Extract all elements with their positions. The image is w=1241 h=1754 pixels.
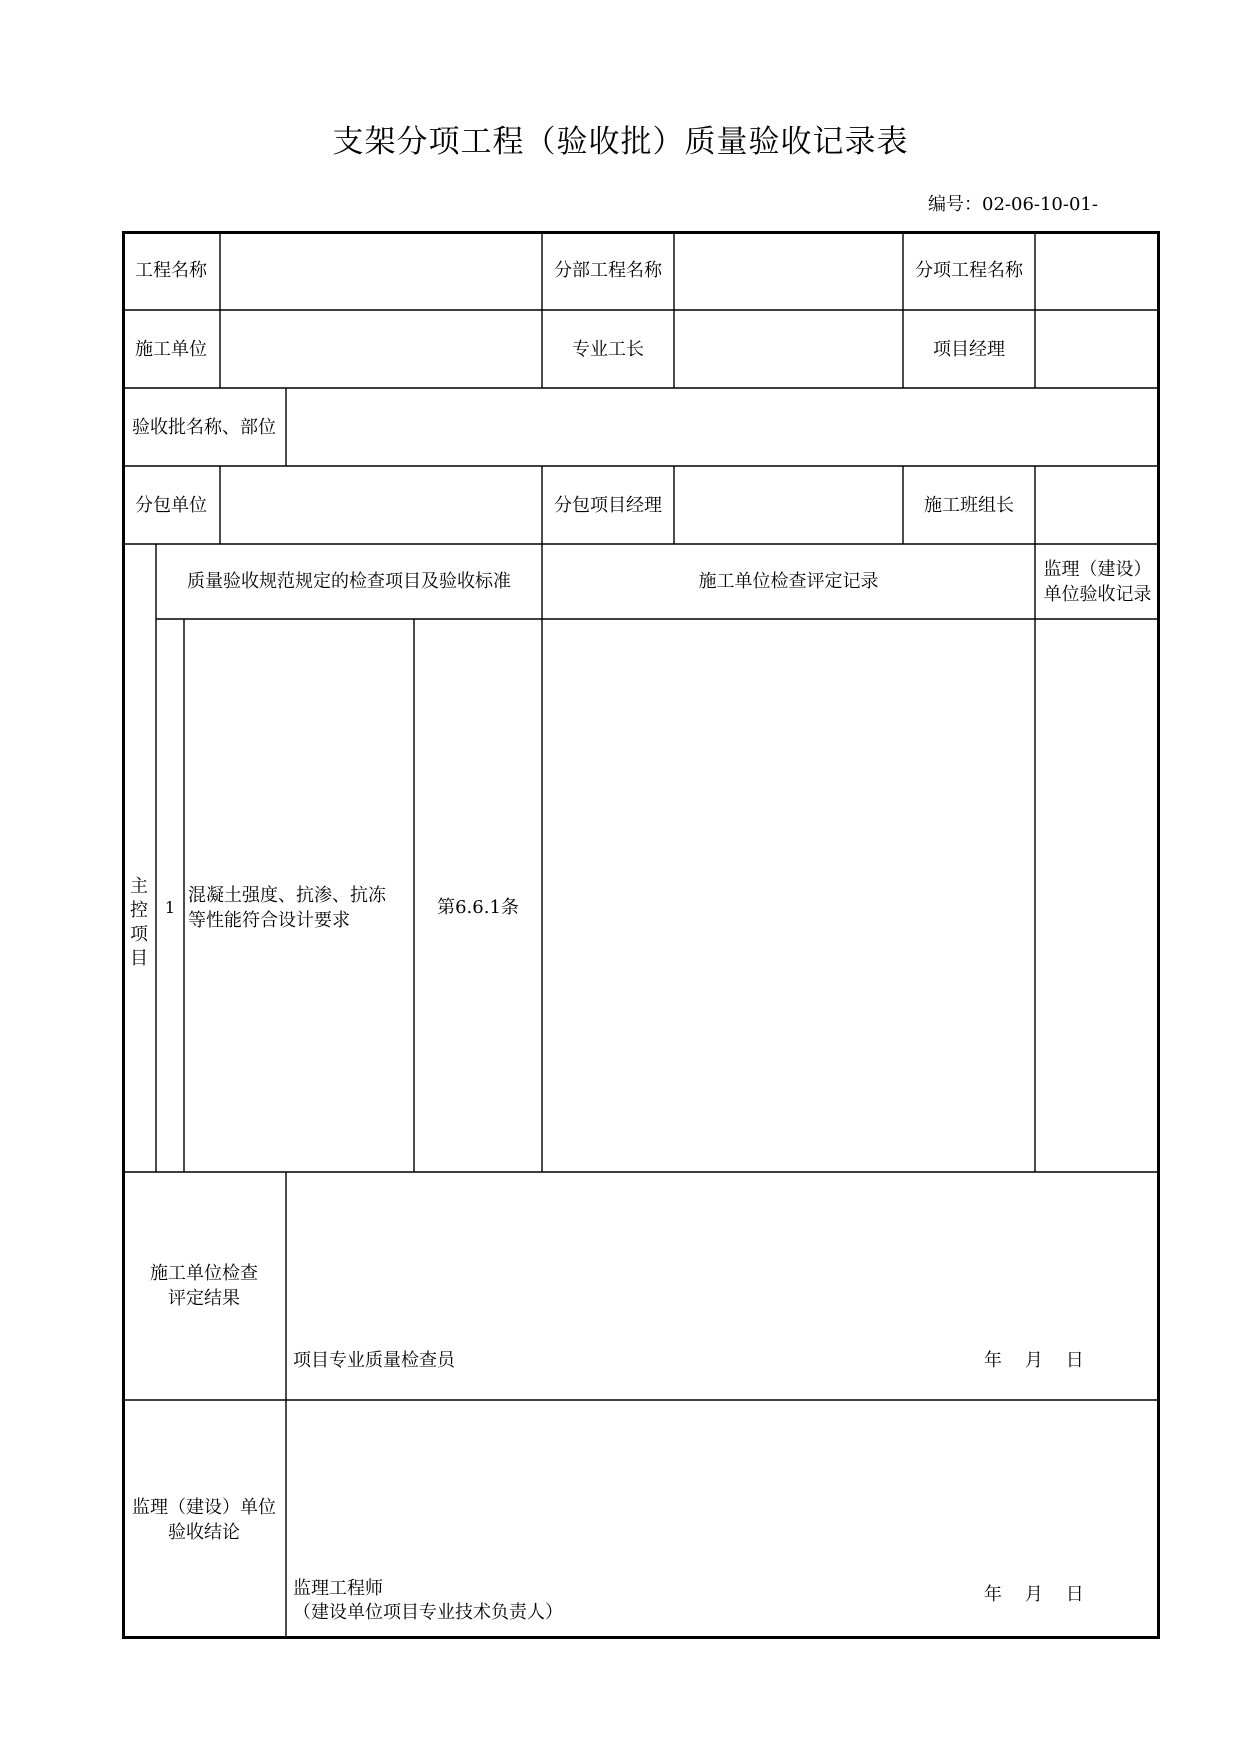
project-manager-label: 项目经理 [933, 338, 1005, 360]
supervisor-record-value[interactable] [1035, 619, 1160, 1172]
item-description [184, 619, 414, 1172]
owner-technical-lead-label: （建设单位项目专业技术负责人） [293, 1602, 563, 1623]
contractor-value[interactable] [220, 310, 542, 388]
sub-project-value[interactable] [674, 231, 903, 310]
supervisor-record-header [1035, 544, 1160, 619]
main-control-char: 目 [130, 948, 148, 969]
quality-inspector-signature-label: 项目专业质量检查员 [293, 1350, 455, 1371]
standard-header: 质量验收规范规定的检查项目及验收标准 [187, 571, 511, 592]
foreman-value[interactable] [674, 310, 903, 388]
inspection-form [122, 231, 1160, 1639]
main-control-char: 控 [130, 900, 148, 921]
project-manager-value[interactable] [1035, 310, 1160, 388]
supervisor-conclusion-label [122, 1400, 286, 1639]
document-number: 编号：02-06-10-01- [928, 194, 1098, 215]
project-name-value[interactable] [220, 231, 542, 310]
contractor-result-date: 年 月 日 [984, 1350, 1084, 1371]
contractor-result-label [122, 1172, 286, 1400]
sub-project-label: 分部工程名称 [554, 260, 662, 281]
team-leader-value[interactable] [1035, 466, 1160, 544]
batch-label: 验收批名称、部位 [132, 416, 276, 438]
sub-item-value[interactable] [1035, 231, 1160, 310]
supervisor-record-header-line2: 单位验收记录 [1043, 583, 1152, 605]
main-control-char: 主 [130, 876, 148, 897]
supervisor-record-header-line1: 监理（建设） [1043, 558, 1152, 580]
sub-item-label: 分项工程名称 [915, 260, 1023, 281]
item-clause: 第6.6.1条 [437, 897, 519, 918]
batch-value[interactable] [286, 388, 1160, 466]
subcontractor-value[interactable] [220, 466, 542, 544]
supervisor-conclusion-label-line2: 验收结论 [168, 1521, 240, 1543]
contractor-result-label-line1: 施工单位检查 [150, 1263, 258, 1284]
sub-manager-label: 分包项目经理 [554, 494, 662, 516]
contractor-record-value[interactable] [542, 619, 1035, 1172]
supervisor-conclusion-label-line1: 监理（建设）单位 [132, 1496, 276, 1518]
subcontractor-label: 分包单位 [135, 494, 207, 516]
page-title: 支架分项工程（验收批）质量验收记录表 [332, 124, 909, 160]
foreman-label: 专业工长 [572, 338, 644, 360]
team-leader-label: 施工班组长 [924, 494, 1014, 516]
sub-manager-value[interactable] [674, 466, 903, 544]
item-description-line2: 等性能符合设计要求 [188, 909, 350, 931]
supervising-engineer-label: 监理工程师 [293, 1578, 383, 1599]
item-description-line1: 混凝土强度、抗渗、抗冻 [188, 884, 386, 906]
supervisor-conclusion-date: 年 月 日 [984, 1584, 1084, 1605]
contractor-result-label-line2: 评定结果 [168, 1288, 240, 1309]
contractor-label: 施工单位 [135, 338, 207, 360]
main-control-label [122, 544, 156, 1172]
item-number: 1 [164, 898, 176, 917]
project-name-label: 工程名称 [135, 260, 207, 281]
main-control-char: 项 [130, 924, 148, 945]
contractor-record-header: 施工单位检查评定记录 [698, 571, 879, 592]
